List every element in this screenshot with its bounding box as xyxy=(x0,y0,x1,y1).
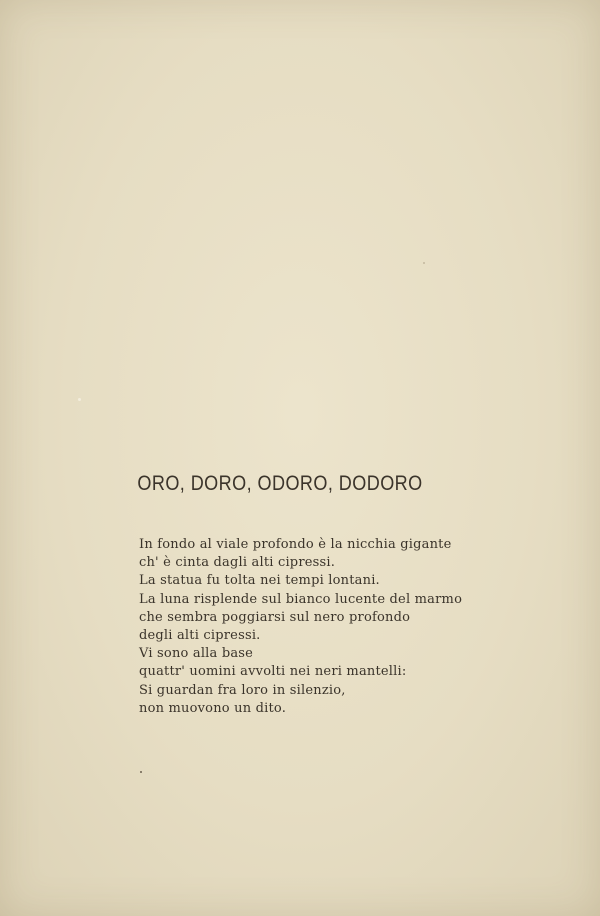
poem-line: La luna risplende sul bianco lucente del marmo xyxy=(139,591,463,607)
poem-title: ORO, DORO, ODORO, DODORO xyxy=(137,472,423,495)
paper-speck xyxy=(423,262,425,264)
poem-line: non muovono un dito. xyxy=(139,700,287,716)
poem-line: ch' è cinta dagli alti cipressi. xyxy=(139,555,336,571)
poem-line: In fondo al viale profondo è la nicchia gigante xyxy=(139,537,452,552)
poem-line: degli alti cipressi. xyxy=(139,628,261,644)
poem-line: La statua fu tolta nei tempi lontani. xyxy=(139,573,380,589)
poem-line: quattr' uomini avvolti nei neri mantelli: xyxy=(139,664,407,680)
poem-line: che sembra poggiarsi sul nero profondo xyxy=(139,609,411,625)
poem-line: Vi sono alla base xyxy=(139,646,254,662)
poem-line: Si guardan fra loro in silenzio, xyxy=(139,682,346,698)
ink-dot xyxy=(140,771,142,773)
poem-body xyxy=(139,536,462,718)
paper-speck xyxy=(78,398,81,401)
